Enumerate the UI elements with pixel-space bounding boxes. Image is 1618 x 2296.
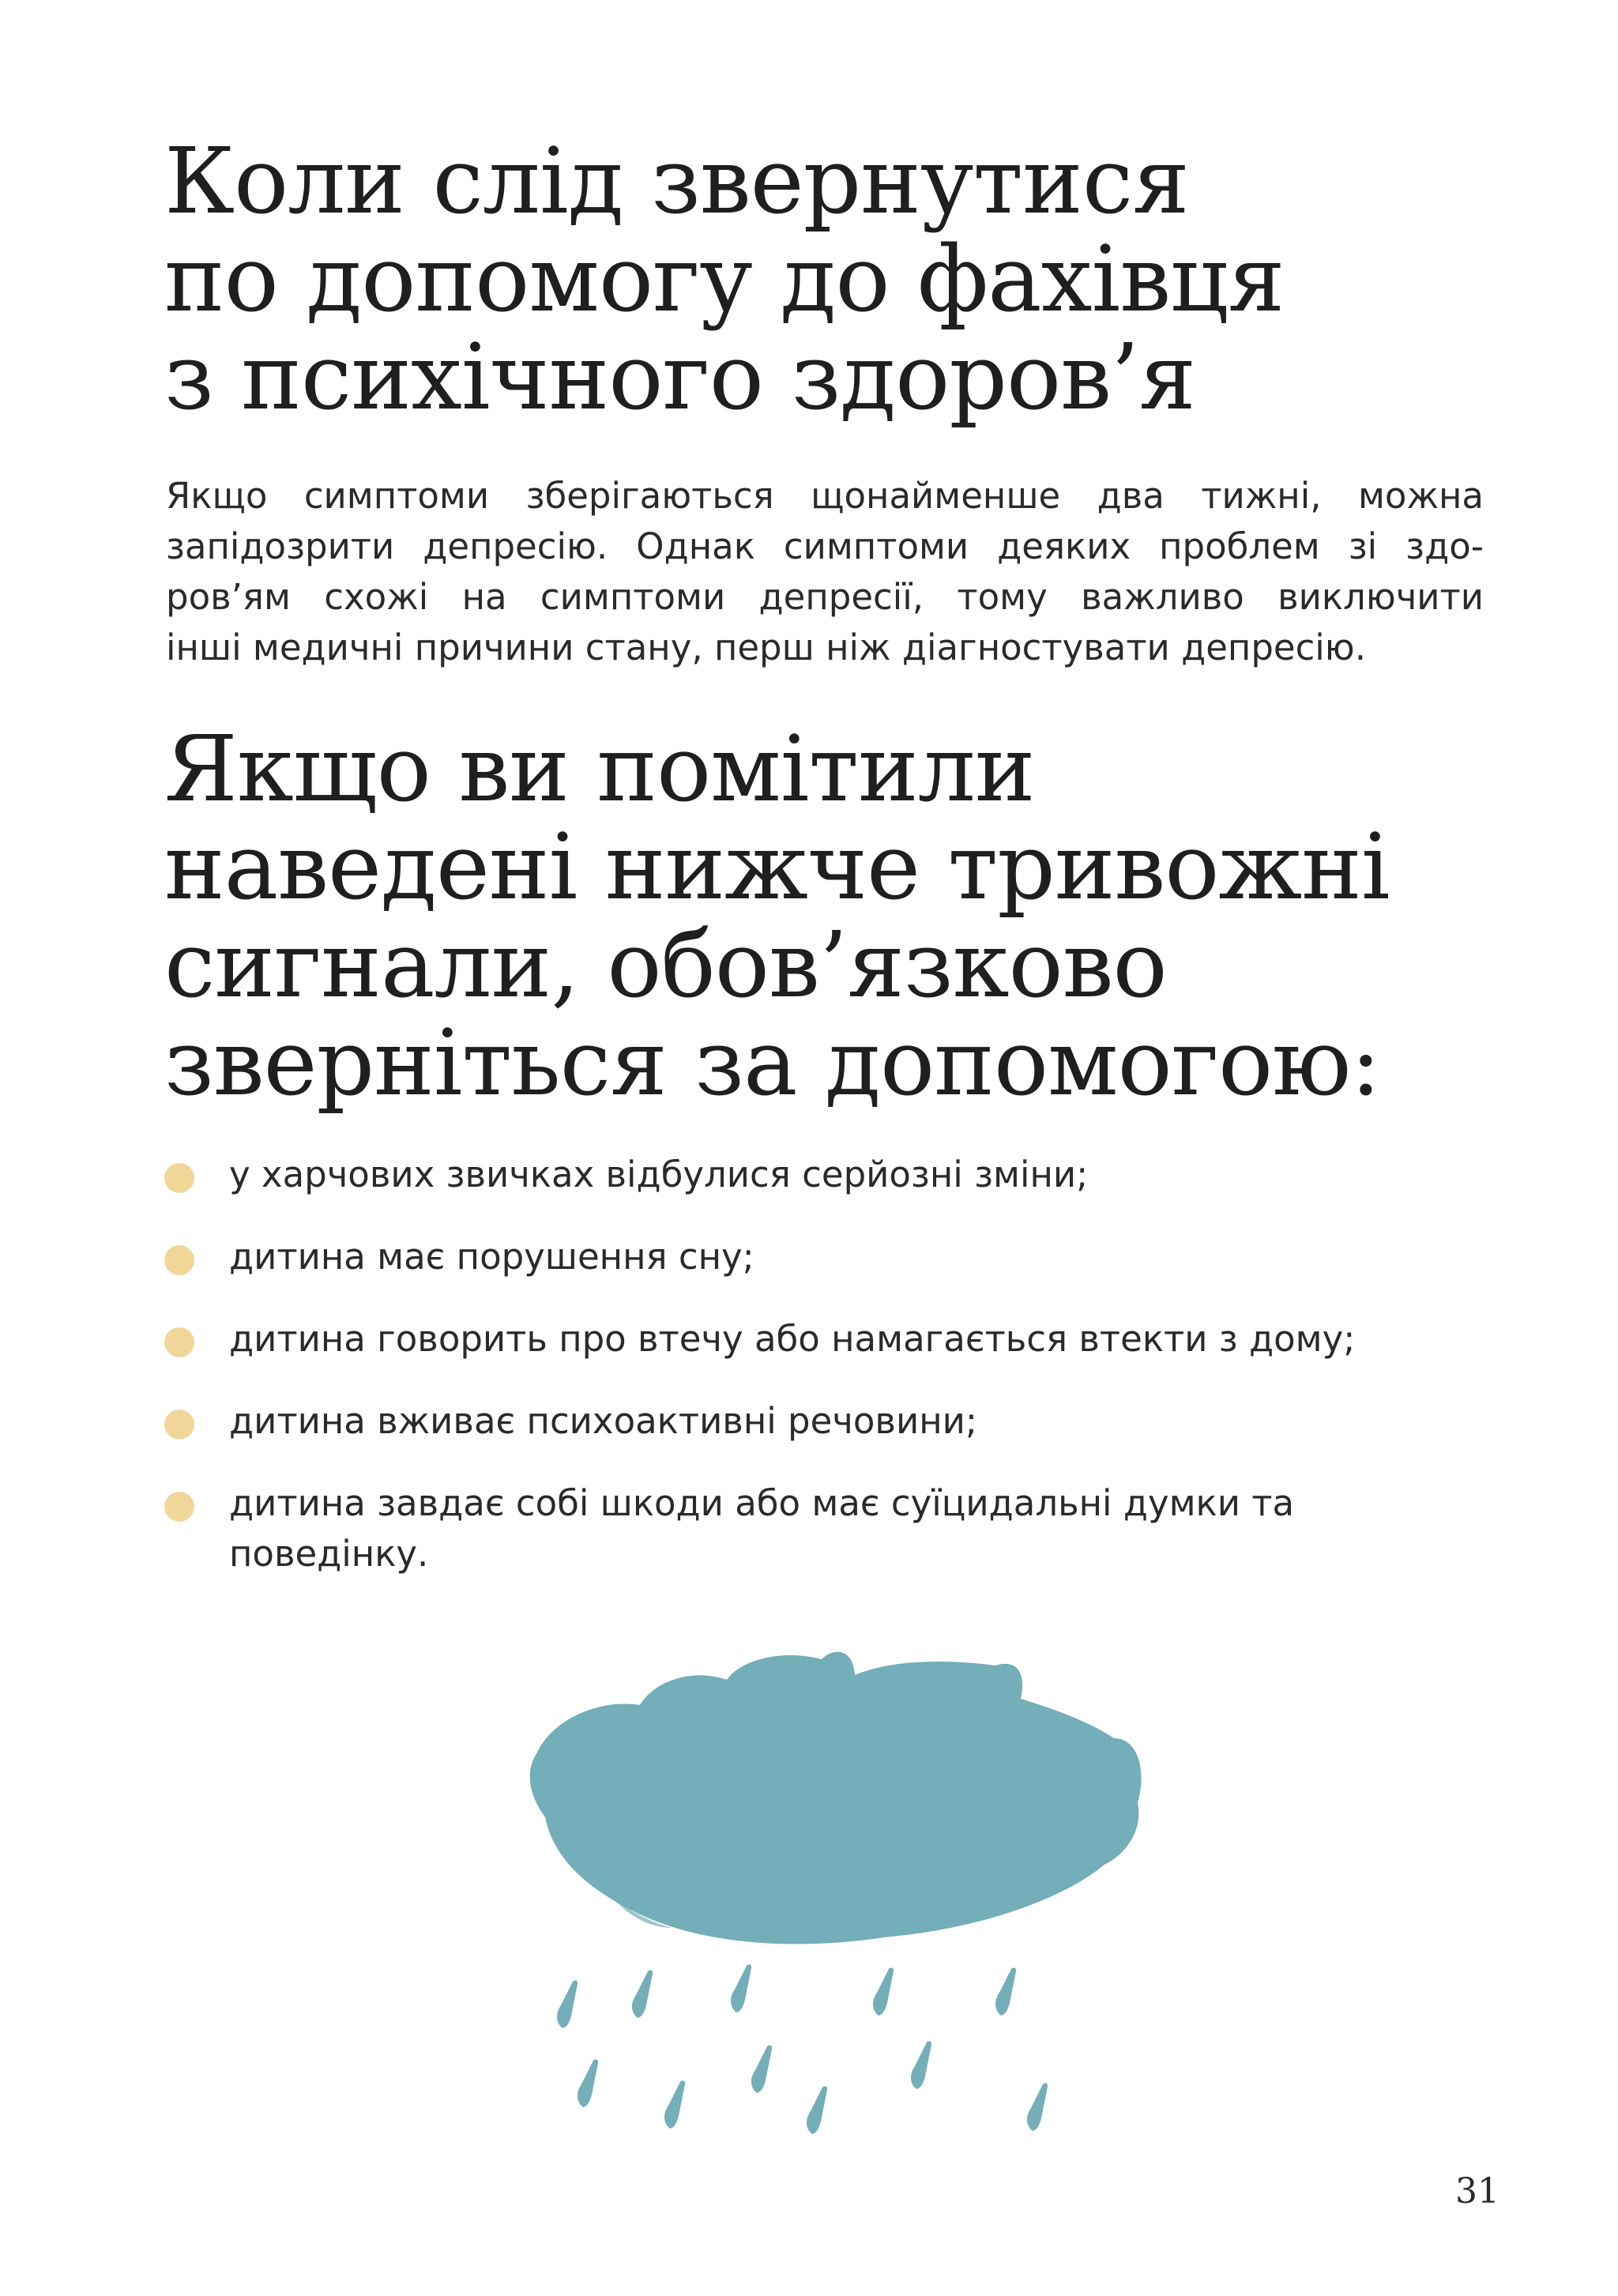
warning-signs-list <box>164 1150 1507 1611</box>
list-item-line: поведінку. <box>229 1533 429 1575</box>
page-number: 31 <box>1455 2171 1499 2211</box>
title-line: Коли слід звернутися <box>164 129 1189 235</box>
intro-line: інші медичні причини стану, перш ніж діагностувати депресію. <box>166 627 1366 668</box>
intro-line: ров’ям схожі на симптоми депресії, тому важливо виключити <box>166 576 1484 618</box>
bullet-dot-icon <box>164 1492 194 1522</box>
list-item-line: дитина вживає психоактивні речовини; <box>229 1400 978 1442</box>
list-item-line: дитина говорить про втечу або намагається втекти з дому; <box>229 1318 1356 1360</box>
page-title <box>164 129 1285 431</box>
bullet-dot-icon <box>164 1245 194 1275</box>
intro-line: Якщо симптоми зберігаються щонайменше два тижні, можна <box>166 475 1484 517</box>
bullet-dot-icon <box>164 1163 194 1193</box>
list-item-text <box>229 1150 1507 1200</box>
section-heading-line: Якщо ви помітили <box>164 717 1035 822</box>
list-item-text <box>229 1232 1507 1282</box>
list-item <box>164 1232 1507 1282</box>
list-item-line: у харчових звичках відбулися серйозні зміни; <box>229 1154 1089 1195</box>
list-item-text <box>229 1478 1507 1579</box>
list-item <box>164 1396 1507 1447</box>
list-item <box>164 1478 1507 1579</box>
title-line: по допомогу до фахівця <box>164 227 1285 333</box>
section-heading-line: наведені нижче тривожні <box>164 815 1390 920</box>
list-item <box>164 1314 1507 1364</box>
list-item <box>164 1150 1507 1200</box>
section-heading <box>164 717 1390 1116</box>
title-line: з психічного здоров’я <box>164 325 1196 431</box>
list-item-line: дитина завдає собі шкоди або має суїцидальні думки та <box>229 1482 1295 1524</box>
section-heading-line: зверніться за допомогою: <box>164 1011 1381 1116</box>
list-item-text <box>229 1314 1507 1364</box>
intro-paragraph <box>166 471 1484 673</box>
bullet-dot-icon <box>164 1410 194 1440</box>
rain-cloud-icon <box>506 1628 1169 2181</box>
bullet-dot-icon <box>164 1327 194 1357</box>
list-item-text <box>229 1396 1507 1447</box>
section-heading-line: сигнали, обов’язково <box>164 913 1167 1018</box>
raindrops-icon <box>557 1965 1048 2134</box>
intro-line: запідозрити депресію. Однак симптоми деяких проблем зі здо- <box>166 525 1484 567</box>
list-item-line: дитина має порушення сну; <box>229 1236 754 1278</box>
cloud-icon <box>530 1652 1142 1944</box>
